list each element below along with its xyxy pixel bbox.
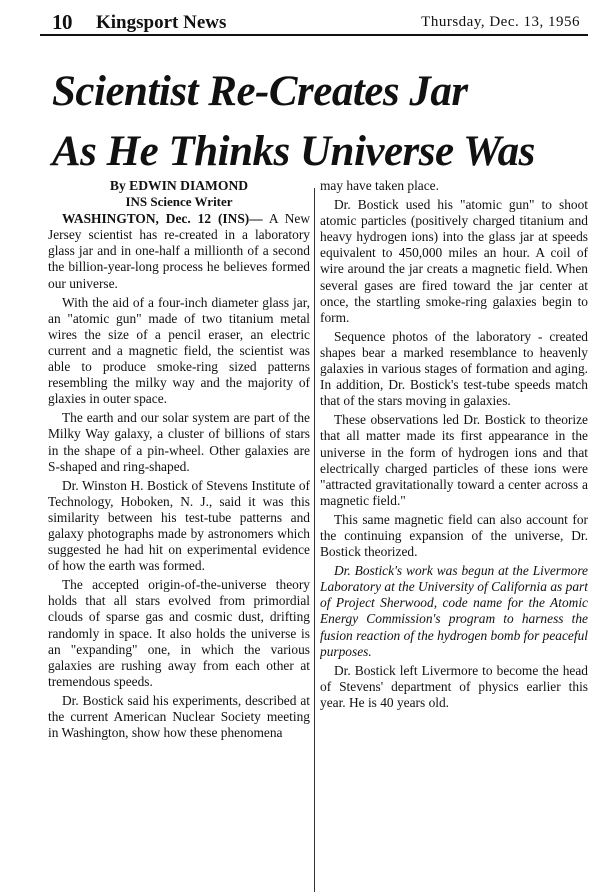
column-rule xyxy=(314,188,315,892)
article-paragraph: These observations led Dr. Bostick to theorize that all matter made its first appearance in the universe in the form of hydrogen ions and that electrically charged particles of these ions were "attracted gravitationally toward a center across a magnetic field." xyxy=(320,412,588,508)
article-paragraph: Dr. Winston H. Bostick of Stevens Institute of Technology, Hoboken, N. J., said it was this similarity between his test-tube patterns and galaxy photographs made by astronomers which suggested he had hit on experimental evidence of how the earth was formed. xyxy=(48,477,310,574)
byline-author: By EDWIN DIAMOND xyxy=(109,178,249,193)
article-column-left xyxy=(48,178,310,892)
newspaper-name: Kingsport News xyxy=(96,12,227,33)
issue-date: Thursday, Dec. 13, 1956 xyxy=(421,14,580,30)
article-continuation: may have taken place. xyxy=(320,178,439,193)
article-paragraph: Dr. Bostick used his "atomic gun" to shoot atomic particles (positively charged titanium and heavy hydrogen ions) into the glass jar at speeds equivalent to 450,000 miles an hour. A coil of wire around the jar creats a magnetic field. When several gases are fired toward the jar center at once, the startling smoke-ring galaxies begin to form. xyxy=(320,197,588,325)
article-paragraph: The accepted origin-of-the-universe theory holds that all stars evolved from primordial clouds of sparse gas and cosmic dust, drifting randomly in space. It also holds the universe is an "expanding" one, in which the various galaxies are rushing away from each other at tremendous speeds. xyxy=(48,577,310,689)
article-paragraph: Dr. Bostick's work was begun at the Livermore Laboratory at the University of California as part of Project Sherwood, code name for the Atomic Energy Commission's program to harness the fusion reaction of the hydrogen bomb for peaceful purposes. xyxy=(320,563,588,659)
article-paragraph: With the aid of a four-inch diameter glass jar, an "atomic gun" made of two titanium metal wires the size of a pencil eraser, an electric current and a magnetic field, the scientist was able to produce smoke-ring sized patterns resembling the milky way and the majority of glaxies in outer space. xyxy=(48,294,310,407)
article-paragraph: This same magnetic field can also account for the continuing expansion of the universe, Dr. Bostick theorized. xyxy=(320,511,588,560)
article-paragraph: WASHINGTON, Dec. 12 (INS)— A New Jersey scientist has re-created in a laboratory glass jar and in one-half a millionth of a second the billion-year-long process he believes formed our universe. xyxy=(48,211,310,291)
headline-line-1: Scientist Re-Creates Jar xyxy=(52,68,468,115)
byline-role: INS Science Writer xyxy=(125,194,233,210)
dateline: WASHINGTON, Dec. 12 (INS)— xyxy=(62,211,263,227)
page-number: 10 xyxy=(52,10,72,34)
masthead xyxy=(40,0,588,36)
headline xyxy=(52,62,582,182)
headline-line-2: As He Thinks Universe Was xyxy=(52,128,535,175)
article-paragraph: Dr. Bostick said his experiments, described at the current American Nuclear Society meeting in Washington, show how these phenomena xyxy=(48,692,310,741)
article-paragraph: The earth and our solar system are part of the Milky Way galaxy, a cluster of billions of stars in the shape of a pin-wheel. Other galaxies are S-shaped and ring-shaped. xyxy=(48,410,310,474)
article-column-right xyxy=(320,178,588,892)
article-paragraph: Dr. Bostick left Livermore to become the head of Stevens' department of physics earlier this year. He is 40 years old. xyxy=(320,662,588,710)
article-paragraph: Sequence photos of the laboratory - created shapes bear a marked resemblance to heavenly galaxies in various stages of formation and aging. In addition, Dr. Bostick's test-tube speeds match that of the stars moving in galaxies. xyxy=(320,328,588,409)
